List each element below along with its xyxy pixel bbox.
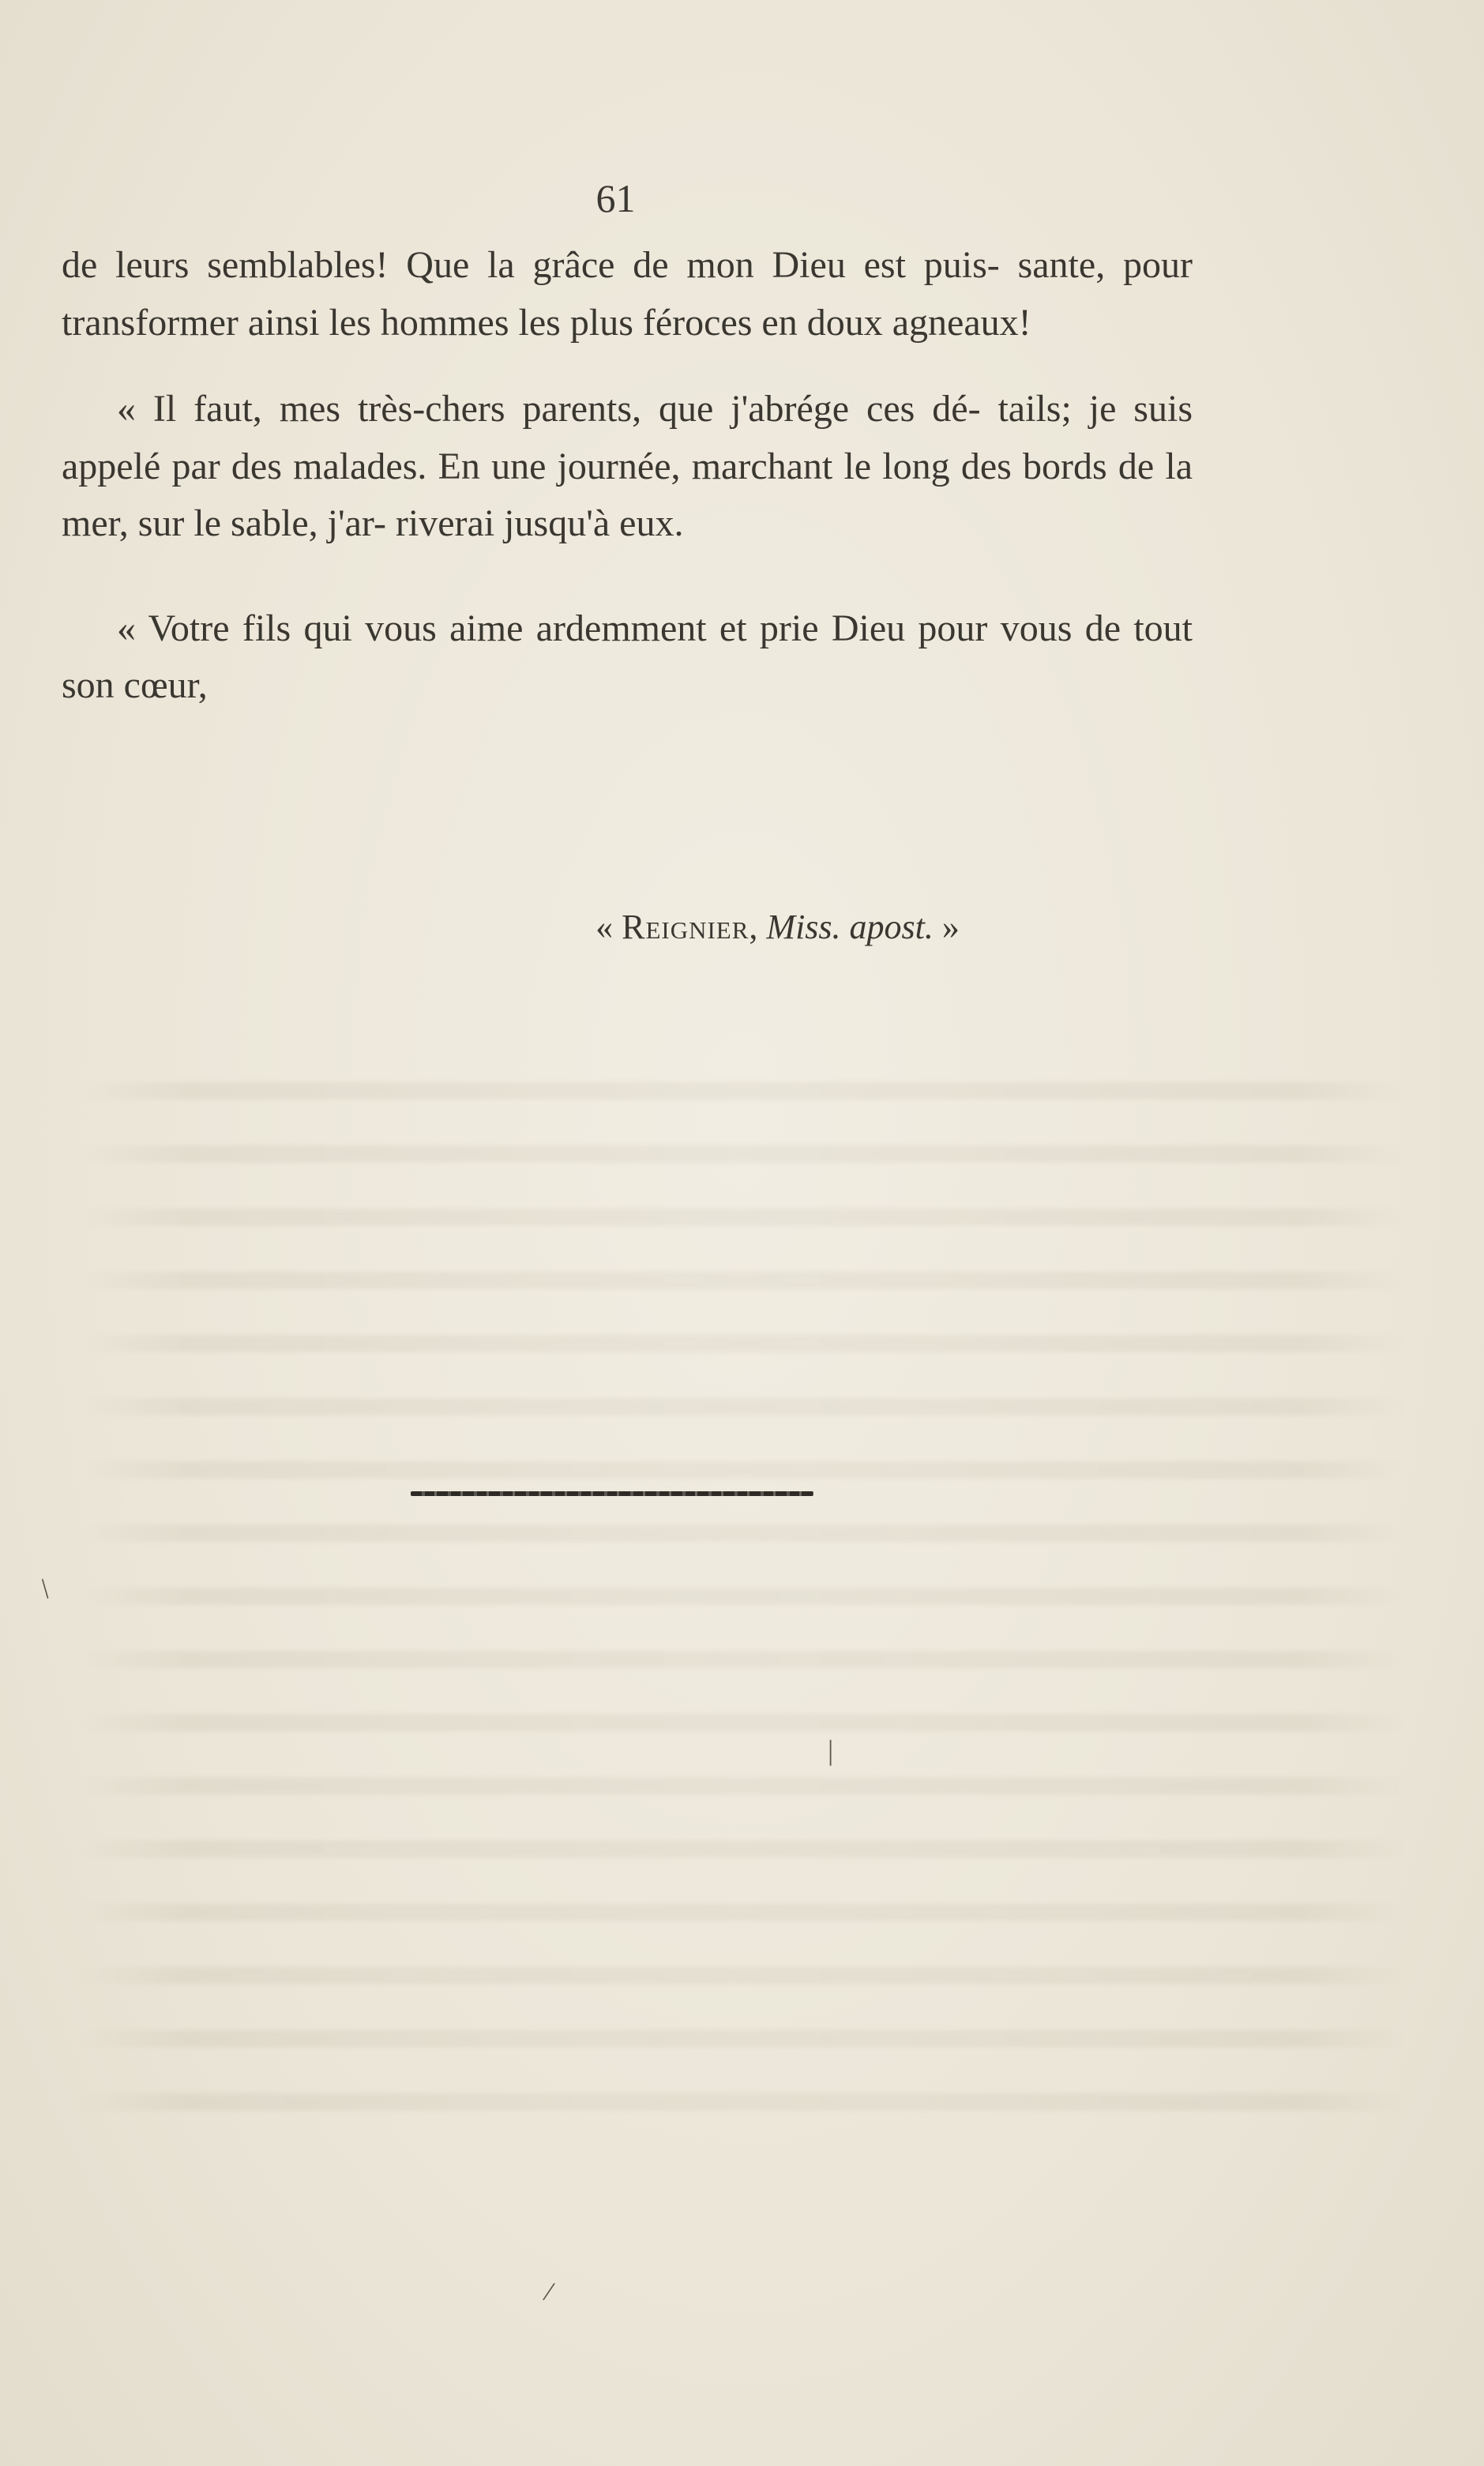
- signature-title: Miss. apost.: [766, 908, 934, 946]
- paragraph-closing: « Votre fils qui vous aime ardemment et prie Dieu pour vous de tout son cœur,: [62, 607, 1193, 706]
- page-number: 61: [595, 176, 636, 220]
- signature-separator: ,: [749, 908, 758, 946]
- signature: [0, 907, 1484, 947]
- paragraph-details: « Il faut, mes très-chers parents, que j'abrége ces dé- tails; je suis appelé par des malades. En une journée, marchant le long des bords de la mer, sur le sable, j'ar- riverai jusqu'à eux.: [62, 388, 1193, 544]
- signature-open-quote: «: [595, 908, 614, 946]
- signature-name: Reignier: [622, 908, 750, 946]
- body-text: [62, 237, 1193, 715]
- paragraph-continuation: de leurs semblables! Que la grâce de mon Dieu est puis- sante, pour transformer ainsi les hommes les plus féroces en doux agneaux!: [62, 244, 1193, 344]
- section-divider-rule: [411, 1491, 813, 1496]
- stray-mark: /: [32, 1573, 58, 1604]
- show-through-verso: [79, 1082, 1406, 2188]
- signature-close-quote: »: [941, 908, 960, 946]
- stray-mark: |: [828, 1735, 834, 1766]
- stray-mark: /: [540, 2275, 558, 2308]
